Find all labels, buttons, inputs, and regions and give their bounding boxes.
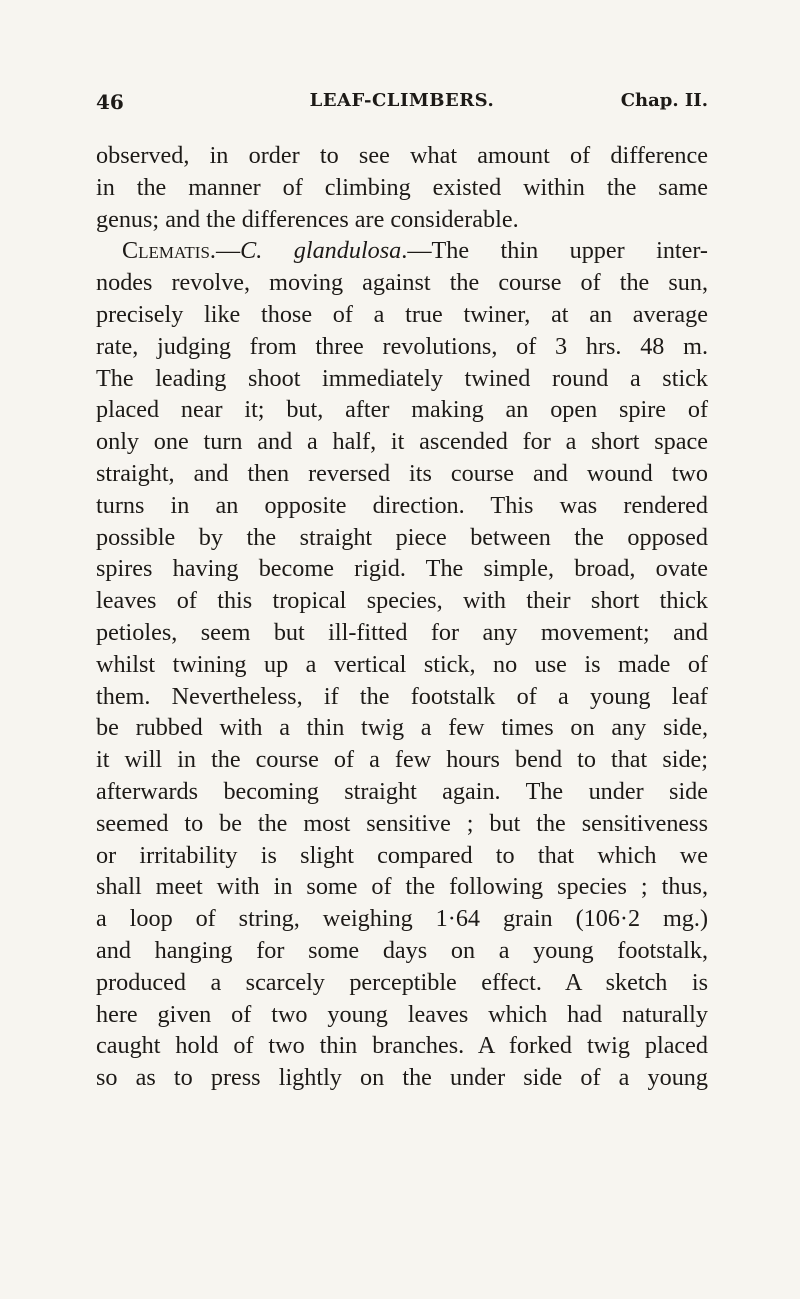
text-line: them. Nevertheless, if the footstalk of a young leaf	[96, 682, 708, 710]
text-line: nodes revolve, moving against the course of the sun,	[96, 269, 708, 297]
text-line: and hanging for some days on a young footstalk,	[96, 936, 708, 964]
text-line: possible by the straight piece between the opposed	[96, 523, 708, 551]
text-line: caught hold of two thin branches. A forked twig placed	[96, 1032, 708, 1060]
text-line: rate, judging from three revolutions, of 3 hrs. 48 m.	[96, 332, 708, 360]
text-line: a loop of string, weighing 1·64 grain (106·2 mg.)	[96, 905, 708, 933]
text-line: be rubbed with a thin twig a few times on any side,	[96, 714, 708, 742]
text-line: it will in the course of a few hours bend to that side;	[96, 746, 708, 774]
running-title: LEAF-CLIMBERS.	[309, 90, 495, 111]
text-line: genus; and the differences are considerable.	[96, 205, 519, 233]
text-line: observed, in order to see what amount of difference	[96, 142, 708, 169]
running-header	[96, 90, 708, 118]
page-number: 46	[96, 90, 124, 114]
text-line: spires having become rigid. The simple, broad, ovate	[96, 555, 708, 583]
genus-heading: Clematis	[122, 237, 210, 265]
text-line: petioles, seem but ill-fitted for any movement; and	[96, 618, 708, 646]
text-line: turns in an opposite direction. This was rendered	[96, 491, 708, 519]
section-heading-line	[96, 235, 708, 267]
text-line: so as to press lightly on the under side of a young	[96, 1064, 708, 1092]
text-line: here given of two young leaves which had naturally	[96, 1000, 708, 1028]
text-line: or irritability is slight compared to that which we	[96, 841, 708, 869]
text-line: only one turn and a half, it ascended for a short space	[96, 428, 708, 456]
text-line: seemed to be the most sensitive ; but the sensitiveness	[96, 809, 708, 837]
text-line: produced a scarcely perceptible effect. A sketch is	[96, 968, 708, 996]
text-line: shall meet with in some of the following species ; thus,	[96, 873, 708, 901]
text-line: afterwards becoming straight again. The under side	[96, 777, 708, 805]
body-text	[96, 140, 708, 1094]
species-name: C. glandulosa	[240, 237, 402, 265]
text-line: straight, and then reversed its course and wound two	[96, 459, 708, 487]
text-line: precisely like those of a true twiner, at an average	[96, 300, 708, 328]
text-line: whilst twining up a vertical stick, no use is made of	[96, 650, 708, 678]
text-line: leaves of this tropical species, with their short thick	[96, 587, 708, 615]
text-line-rest: .—The thin upper inter-	[401, 237, 708, 265]
text-line: placed near it; but, after making an open spire of	[96, 396, 708, 424]
text-line: The leading shoot immediately twined round a stick	[96, 364, 708, 392]
heading-dash: .—	[209, 237, 241, 265]
chapter-label: Chap. II.	[620, 90, 708, 111]
text-line: in the manner of climbing existed within the same	[96, 173, 708, 201]
